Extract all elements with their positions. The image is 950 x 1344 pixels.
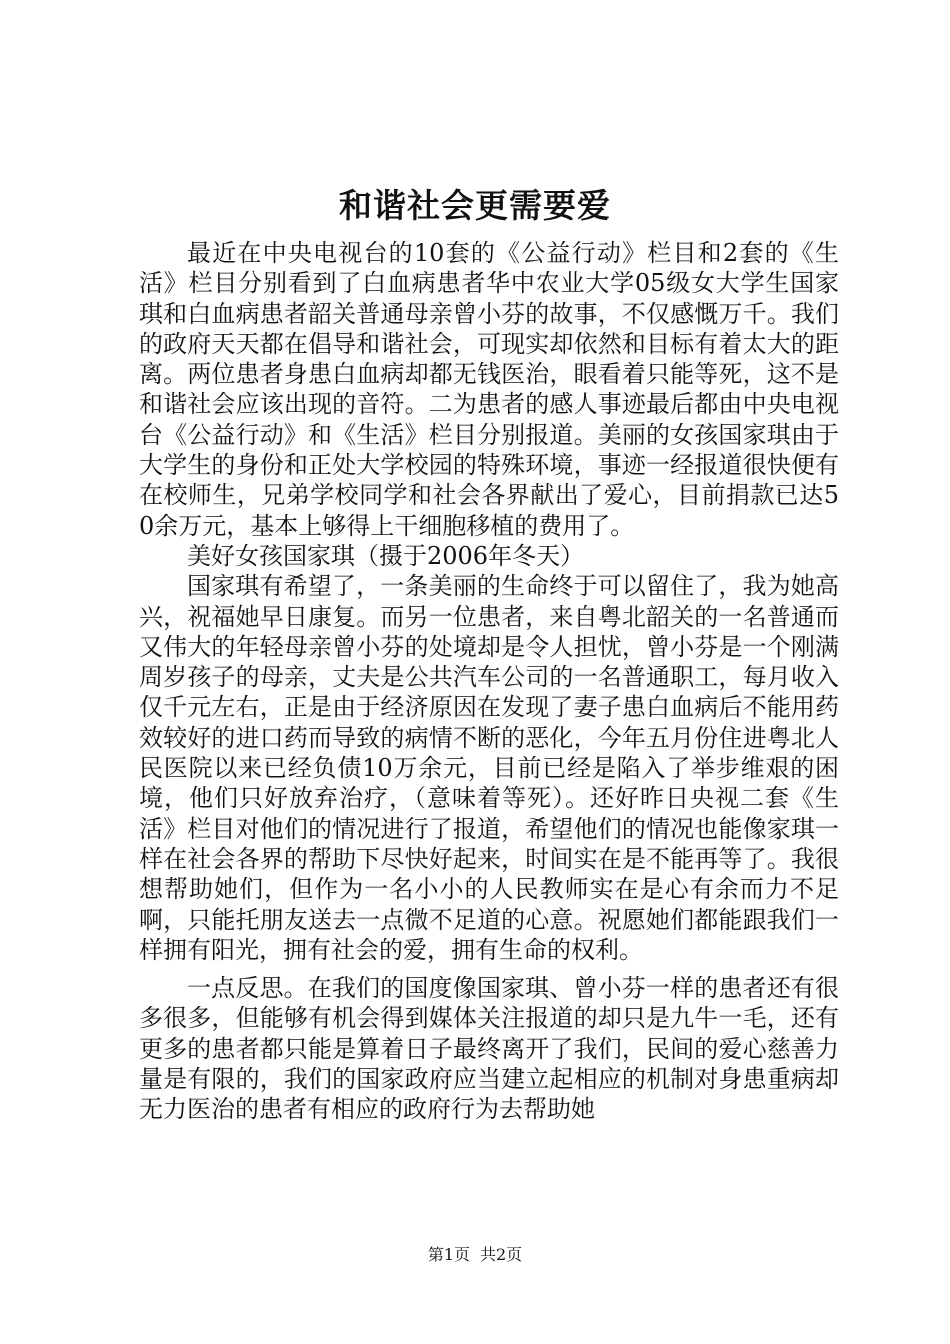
document-body [139,238,839,1125]
document-title: 和谐社会更需要爱 [339,186,611,225]
page-number: 第1页 [427,1245,470,1264]
paragraph-reflection: 一点反思。在我们的国度像国家琪、曾小芬一样的患者还有很多很多，但能够有机会得到媒体关注报道的却只是九牛一毛，还有更多的患者都只能是算着日子最终离开了我们，民间的爱心慈善力量是有限的，我们的国家政府应当建立起相应的机制对身患重病却无力医治的患者有相应的政府行为去帮助她 [139,974,839,1124]
page-footer [0,1244,950,1266]
photo-caption: 美好女孩国家琪（摄于2006年冬天） [187,541,585,570]
paragraph-story: 国家琪有希望了，一条美丽的生命终于可以留住了，我为她高兴，祝福她早日康复。而另一位患者，来自粤北韶关的一名普通而又伟大的年轻母亲曾小芬的处境却是令人担忧，曾小芬是一个刚满周岁孩子的母亲，丈夫是公共汽车公司的一名普通职工，每月收入仅千元左右，正是由于经济原因在发现了妻子患白血病后不能用药效较好的进口药而导致的病情不断的恶化，今年五月份住进粤北人民医院以来已经负债10万余元，目前已经是陷入了举步维艰的困境，他们只好放弃治疗，（意味着等死）。还好昨日央视二套《生活》栏目对他们的情况进行了报道，希望他们的情况也能像家琪一样在社会各界的帮助下尽快好起来，时间实在是不能再等了。我很想帮助她们，但作为一名小小的人民教师实在是心有余而力不足啊，只能托朋友送去一点微不足道的心意。祝愿她们都能跟我们一样拥有阳光，拥有社会的爱，拥有生命的权利。 [139,572,839,964]
paragraph-intro: 最近在中央电视台的10套的《公益行动》栏目和2套的《生活》栏目分别看到了白血病患者华中农业大学05级女大学生国家琪和白血病患者韶关普通母亲曾小芬的故事，不仅感慨万千。我们的政府天天都在倡导和谐社会，可现实却依然和目标有着太大的距离。两位患者身患白血病却都无钱医治，眼看着只能等死，这不是和谐社会应该出现的音符。二为患者的感人事迹最后都由中央电视台《公益行动》和《生活》栏目分别报道。美丽的女孩国家琪由于大学生的身份和正处大学校园的特殊环境，事迹一经报道很快便有在校师生，兄弟学校同学和社会各界献出了爱心，目前捐款已达50余万元，基本上够得上干细胞移植的费用了。 [139,239,839,540]
page-total: 共2页 [480,1245,523,1264]
